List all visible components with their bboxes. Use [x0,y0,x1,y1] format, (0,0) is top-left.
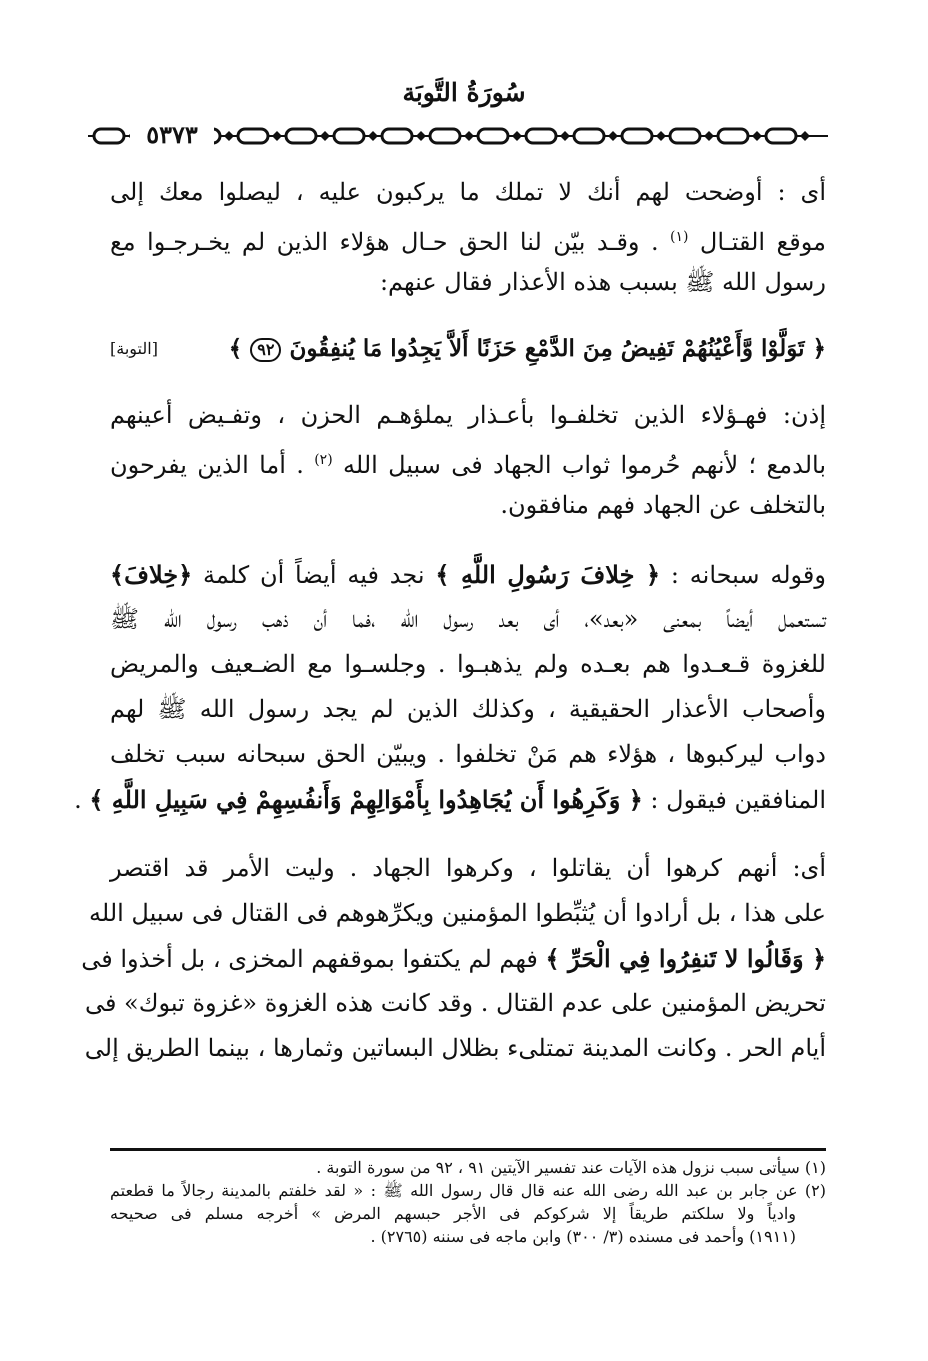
text-span: . أما الذين يفرحون [110,451,304,479]
text-line [110,215,826,260]
surah-title: سُورَةُ التَّوبَة [402,78,526,107]
text-span: فهم لم يكتفوا بموقفهم المخزى ، بل أخذوا فى [81,945,538,973]
text-line: للغزوة قـعـدوا هم بعـده ولم يذهبـوا . وجلسـوا مع الضـعيف والمريض [110,650,826,678]
text-line [110,438,826,483]
footnote: وادياً ولا سلكتم طريقاً إلا شركوكم فى الأجر حبسهم المرض » أخرجه مسلم فى صحيحه [110,1204,796,1223]
surah-reference: [التوبة] [110,339,158,358]
text-line: بالتخلف عن الجهاد فهم منافقون. [500,491,826,519]
text-span: . وقـد بيّن لنا الحق حـال هؤلاء الذين لم يخـرجـوا مع [110,228,659,256]
text-span: المنافقين فيقول : [650,786,826,814]
text-line: أى: أنهم كرهوا أن يقاتلوا ، وكرهوا الجهاد . وليت الأمر قد اقتصر [110,854,826,882]
footnote: (١٩١١) وأحمد فى مسنده (٣/ ٣٠٠) وابن ماجه فى سننه (٢٧٦٥) . [370,1227,796,1246]
text-span: وقوله سبحانه : [670,561,826,589]
text-span: . [74,786,82,814]
footnotes [110,1156,826,1248]
text-line: وأصحاب الأعذار الحقيقية ، وكذلك الذين لم يجد رسول الله ﷺ لهم [110,695,826,723]
text-line: رسول الله ﷺ بسبب هذه الأعذار فقال عنهم: [379,268,826,296]
page-number: ٥٣٧٣ [130,119,214,151]
text-span: نجد فيه أيضاً أن كلمة [203,561,425,589]
verse-text: ﴿ تَوَلَّوْا وَّأَعْيُنُهُمْ تَفِيضُ مِنَ الدَّمْعِ حَزَنًا أَلاَّ يَجِدُوا مَا يُنفِقُونَ [289,335,826,362]
quran-quote: ﴿ وَقَالُوا لا تَنفِرُوا فِي الْحَرِّ ﴾ [545,944,826,973]
footnote-ref: (٢) [314,452,333,468]
quran-quote: ﴿ وَكَرِهُوا أَن يُجَاهِدُوا بِأَمْوَالِهِمْ وَأَنفُسِهِمْ فِي سَبِيلِ اللَّهِ ﴾ [89,785,643,814]
footnote-divider [110,1148,826,1151]
text-line: على هذا ، بل أرادوا أن يُثبِّطوا المؤمنين ويكرِّهوهم فى القتال فى سبيل الله [89,899,826,927]
verse-number: ٩٢ [250,338,281,362]
verse-bracket: ﴾ [228,335,243,362]
footnote: (٢) عن جابر بن عبد الله رضى الله عنه قال قال رسول الله ﷺ : « لقد خلفتم بالمدينة رجالاً ما قطعتم [110,1181,827,1200]
text-line: أيام الحر . وكانت المدينة تمتلىء بظلال البساتين وثمارها ، بينما الطريق إلى [84,1034,826,1062]
quran-verse [229,329,826,369]
quran-quote: ﴿خِلافَ﴾ [110,560,193,589]
text-line: أى : أوضحت لهم أنك لا تملك ما يركبون عليه ، ليصلوا معك إلى [110,178,827,206]
text-line: تستعمل أيضاً بمعنى «بعد»، أى بعد رسول الله ،فما أن ذهب رسول الله ﷺ [110,605,826,633]
text-line: دواب ليركبوها ، هؤلاء هم مَنْ تخلفوا . ويبيّن الحق سبحانه سبب تخلف [110,740,826,768]
text-line: تحريض المؤمنين على عدم القتال . وقد كانت هذه الغزوة «غزوة تبوك» فى [84,989,826,1017]
text-span: بالدمع ؛ لأنهم حُرموا ثواب الجهاد فى سبيل الله [343,451,826,479]
quran-quote: ﴿ خِلافَ رَسُولِ اللَّهِ ﴾ [435,560,661,589]
text-line [74,777,826,822]
text-span: موقع القتـال [699,228,826,256]
text-line [110,552,826,597]
footnote-ref: (١) [670,229,689,245]
quran-verse-line [110,329,826,369]
text-line: إذن: فهـؤلاء الذين تخلفـوا بأعـذار يملؤهـم الحزن ، وتفـيض أعينهم [110,401,826,429]
text-line [81,936,826,981]
footnote: (١) سيأتى سبب نزول هذه الآيات عند تفسير الآيتين ٩١ ، ٩٢ من سورة التوبة . [316,1158,826,1177]
main-text [74,170,827,1071]
